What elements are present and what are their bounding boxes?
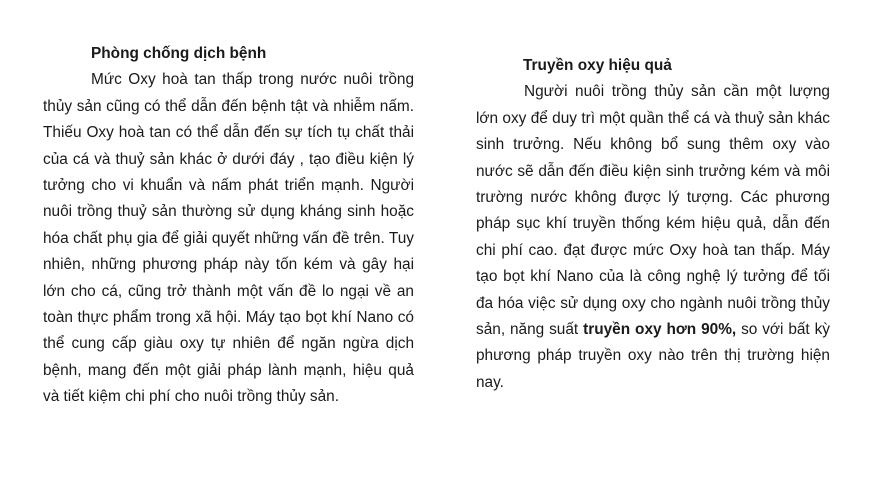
- oxygen-transfer-heading: Truyền oxy hiệu quả: [523, 57, 672, 74]
- paragraph-text-start: Người nuôi trồng thủy sản cần một lượng lớn oxy để duy trì một quần thể cá và thuỷ sản khác sinh trưởng. Nếu không bổ sung thêm oxy vào nước sẽ dẫn đến điều kiện sinh trưởng kém và môi trường nước không được lý tượng. Các phương pháp sục khí truyền thống kém hiệu quả, dẫn đến chi phí cao. đạt được mức Oxy hoà tan thấp. Máy tạo bọt khí Nano của là công nghệ lý tưởng để tối đa hóa việc sử dụng oxy cho ngành nuôi trồng thủy sản, năng suất: [476, 83, 830, 339]
- right-column: [476, 53, 830, 396]
- disease-prevention-heading: Phòng chống dịch bệnh: [91, 45, 267, 62]
- disease-prevention-paragraph: Mức Oxy hoà tan thấp trong nước nuôi trồng thủy sản cũng có thể dẫn đến bệnh tật và nhiễm nấm. Thiếu Oxy hoà tan có thể dẫn đến sự tích tụ chất thải của cá và thuỷ sản khác ở dưới đáy , tạo điều kiện lý tưởng cho vi khuẩn và nấm phát triển mạnh. Người nuôi trồng thuỷ sản thường sử dụng kháng sinh hoặc hóa chất phụ gia để giải quyết những vấn đề trên. Tuy nhiên, những phương pháp này tốn kém và gây hại lớn cho cá, cũng trở thành một vấn đề lo ngại về an toàn thực phẩm trong xã hội. Máy tạo bọt khí Nano có thể cung cấp giàu oxy tự nhiên để ngăn ngừa dịch bệnh, mang đến một giải pháp lành mạnh, hiệu quả và tiết kiệm chi phí cho nuôi trồng thủy sản.: [43, 71, 414, 406]
- left-column: [43, 41, 414, 411]
- paragraph-text-end: so với bất kỳ phương pháp truyền oxy nào trên thị trường hiện nay.: [476, 321, 830, 391]
- oxygen-transfer-paragraph: [476, 79, 830, 396]
- paragraph-text-bold: truyền oxy hơn 90%,: [583, 321, 737, 339]
